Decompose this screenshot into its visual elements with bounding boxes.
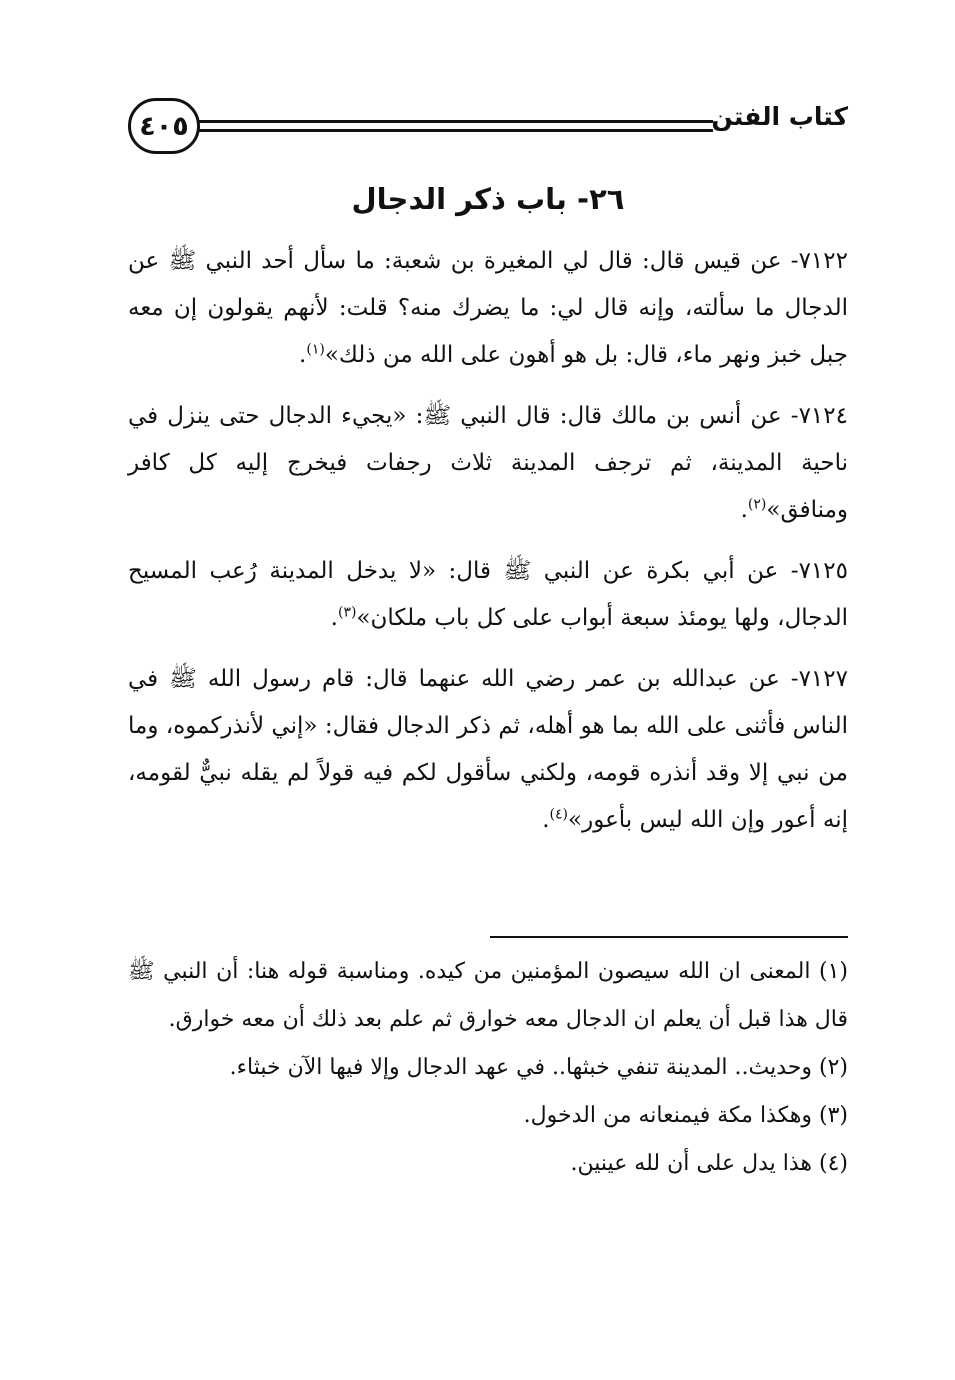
page-number-badge (128, 98, 200, 154)
hadith-text: ٧١٢٢- عن قيس قال: قال لي المغيرة بن شعبة: ما سأل أحد النبي ﷺ عن الدجال ما سألته، وإنه قال لي: ما يضرك منه؟ قلت: لأنهم يقولون إن معه جبل خبز ونهر ماء، قال: بل هو أهون على الله من ذلك» (128, 248, 848, 368)
page-header (128, 98, 848, 158)
hadith-text: ٧١٢٤- عن أنس بن مالك قال: قال النبي ﷺ: «يجيء الدجال حتى ينزل في ناحية المدينة، ثم ترجف المدينة ثلاث رجفات فيخرج إليه كل كافر ومنافق» (128, 403, 848, 523)
footnotes (128, 948, 848, 1188)
footnote-4: (٤) هذا يدل على أن لله عينين. (570, 1151, 848, 1176)
footnote-separator (490, 936, 848, 938)
chapter-heading: ٢٦- باب ذكر الدجال (351, 182, 625, 216)
header-rule (198, 120, 713, 131)
hadith-7124: ٧١٢٤- عن أنس بن مالك قال: قال النبي ﷺ: «يجيء الدجال حتى ينزل في ناحية المدينة، ثم ترجف المدينة ثلاث رجفات فيخرج إليه كل كافر ومنافق»$^{(٢)}$. (128, 403, 848, 523)
hadith-text: ٧١٢٥- عن أبي بكرة عن النبي ﷺ قال: «لا يدخل المدينة رُعب المسيح الدجال، ولها يومئذ سبعة أبواب على كل باب ملكان» (128, 558, 848, 631)
hadith-7122: ٧١٢٢- عن قيس قال: قال لي المغيرة بن شعبة: ما سأل أحد النبي ﷺ عن الدجال ما سألته، وإنه قال لي: ما يضرك منه؟ قلت: لأنهم يقولون إن معه جبل خبز ونهر ماء، قال: بل هو أهون على الله من ذلك»$^{(١)}$. (128, 248, 848, 368)
hadith-7127: ٧١٢٧- عن عبدالله بن عمر رضي الله عنهما قال: قام رسول الله ﷺ في الناس فأثنى على الله بما هو أهله، ثم ذكر الدجال فقال: «إني لأنذركموه، وما من نبي إلا وقد أنذره قومه، ولكني سأقول لكم فيه قولاً لم يقله نبيٌّ لقومه، إنه أعور وإن الله ليس بأعور»$^{(٤)}$. (128, 666, 848, 833)
hadith-list (128, 238, 848, 858)
footnote-2: (٢) وحديث.. المدينة تنفي خبثها.. في عهد الدجال وإلا فيها الآن خبثاء. (229, 1055, 848, 1080)
footnote-3: (٣) وهكذا مكة فيمنعانه من الدخول. (523, 1103, 848, 1128)
footnote-ref[interactable]: (٣) (337, 604, 357, 621)
footnote-1: (١) المعنى ان الله سيصون المؤمنين من كيده. ومناسبة قوله هنا: أن النبي ﷺ قال هذا قبل أن يعلم ان الدجال معه خوارق ثم علم بعد ذلك أن معه خوارق. (128, 959, 848, 1032)
header-rule-thin (198, 131, 713, 132)
footnote-ref[interactable]: (٢) (747, 496, 767, 513)
hadith-7125: ٧١٢٥- عن أبي بكرة عن النبي ﷺ قال: «لا يدخل المدينة رُعب المسيح الدجال، ولها يومئذ سبعة أبواب على كل باب ملكان»$^{(٣)}$. (128, 558, 848, 631)
footnote-ref[interactable]: (١) (306, 341, 325, 358)
page-number: ٤٠٥ (139, 110, 189, 142)
hadith-text: ٧١٢٧- عن عبدالله بن عمر رضي الله عنهما قال: قام رسول الله ﷺ في الناس فأثنى على الله بما هو أهله، ثم ذكر الدجال فقال: «إني لأنذركموه، وما من نبي إلا وقد أنذره قومه، ولكني سأقول لكم فيه قولاً لم يقله نبيٌّ لقومه، إنه أعور وإن الله ليس بأعور» (128, 666, 848, 833)
footnote-ref[interactable]: (٤) (549, 806, 569, 823)
running-title: كتاب الفتن (711, 102, 848, 131)
